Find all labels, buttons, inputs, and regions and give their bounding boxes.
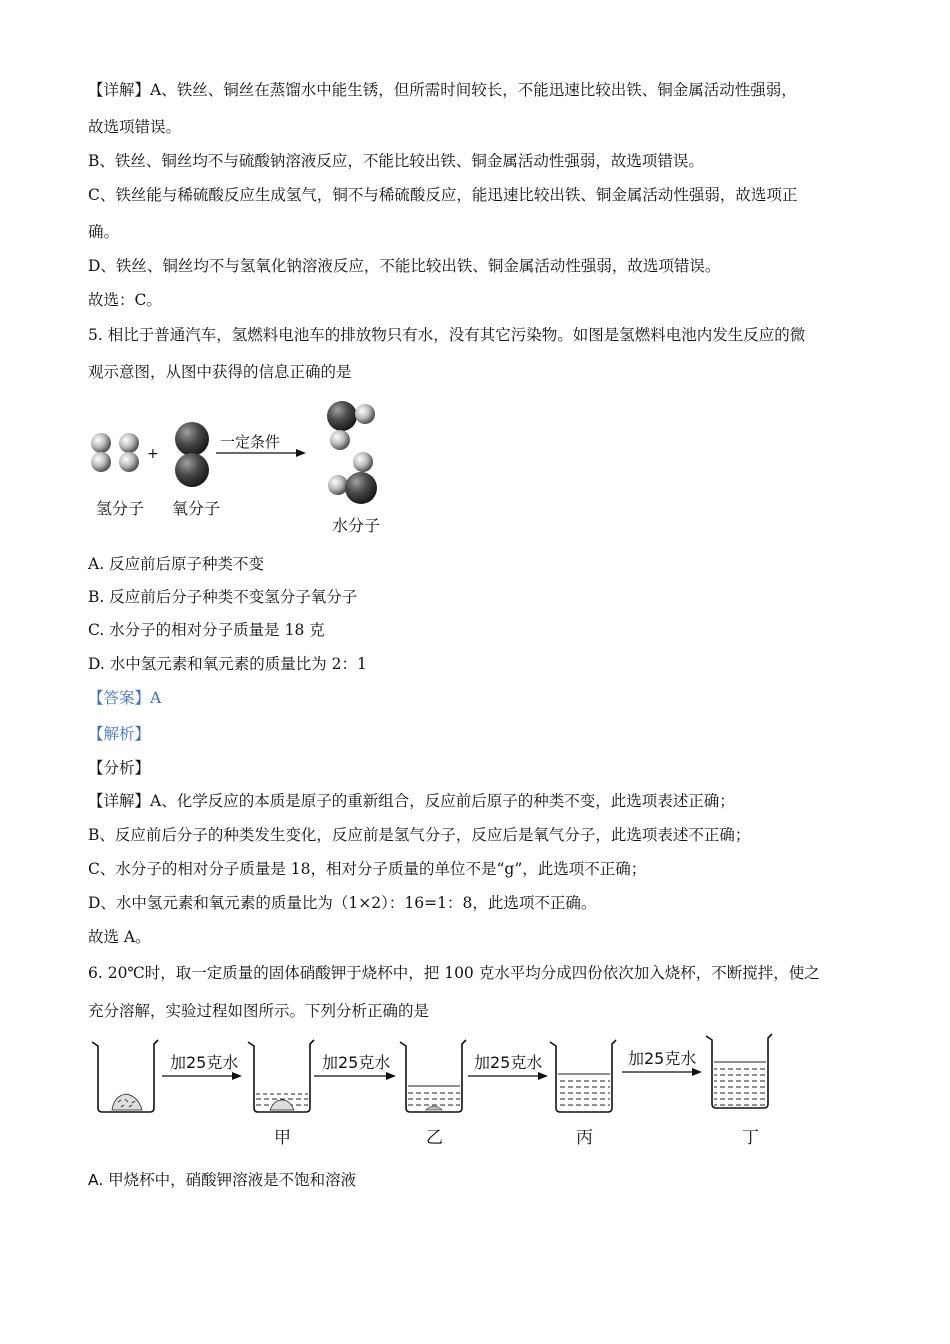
beaker-ding [706,1034,772,1108]
q5-option-b: B. 反应前后分子种类不变氢分子氧分子 [88,588,358,606]
plus-sign: + [147,446,159,462]
step3-arrow-head [538,1072,548,1080]
label-jia: 甲 [274,1128,291,1148]
q5-option-c: C. 水分子的相对分子质量是 18 克 [88,621,325,639]
q5-fenxi-tag: 【分析】 [88,759,151,777]
q5-option-a: A. 反应前后原子种类不变 [88,555,265,573]
reaction-arrow-head [296,449,306,457]
q5-detail-a: 【详解】A、化学反应的本质是原子的重新组合，反应前后原子的种类不变，此选项表述正确； [88,792,735,810]
q6-option-a: A. 甲烧杯中，硝酸钾溶液是不饱和溶液 [88,1171,357,1189]
step4-arrow-head [692,1068,702,1076]
q4-detail-d: D、铁丝、铜丝均不与氢氧化钠溶液反应，不能比较出铁、铜金属活动性强弱，故选项错误。 [88,257,721,275]
q4-detail-c-line1: C、铁丝能与稀硫酸反应生成氢气，铜不与稀硫酸反应，能迅速比较出铁、铜金属活动性强弱，故选项正 [88,186,798,204]
q5-stem-line1: 5. 相比于普通汽车，氢燃料电池车的排放物只有水，没有其它污染物。如图是氢燃料电池内发生反应的微 [88,326,806,344]
q5-detail-c: C、水分子的相对分子质量是 18，相对分子质量的单位不是“g”，此选项不正确； [88,860,647,878]
step4-label: 加25克水 [628,1049,697,1068]
water-molecule-2 [328,452,377,504]
solid-pile [112,1094,142,1110]
step1-arrow-head [232,1072,242,1080]
q4-detail-a-line1 [88,80,797,100]
q4-answer: 故选：C。 [88,291,162,309]
label-yi: 乙 [426,1128,443,1148]
q5-analysis-tag: 【解析】 [88,725,151,743]
q4-detail-prefix: 【详解】 [88,81,151,99]
oxygen-molecule [175,422,209,487]
reaction-condition: 一定条件 [220,433,281,451]
q5-reaction-figure [80,395,400,540]
q4-detail-a-text: A、铁丝、铜丝在蒸馏水中能生锈，但所需时间较长，不能迅速比较出铁、铜金属活动性强弱， [150,81,797,99]
q4-detail-a-line2: 故选项错误。 [88,118,182,136]
step1-label: 加25克水 [170,1053,239,1072]
beaker-jia [248,1040,314,1112]
hydrogen-molecule-2 [119,433,139,472]
beaker-yi [400,1040,466,1112]
water-molecule-1 [327,401,375,450]
beaker-initial [92,1040,158,1112]
q6-stem-line1: 6. 20℃时，取一定质量的固体硝酸钾于烧杯中，把 100 克水平均分成四份依次加入烧杯，不断搅拌，使之 [88,964,820,982]
oxygen-label: 氧分子 [172,499,221,518]
q5-final: 故选 A。 [88,928,151,946]
q5-option-d: D. 水中氢元素和氧元素的质量比为 2：1 [88,655,367,673]
label-bing: 丙 [576,1128,593,1148]
q4-detail-c-line2: 确。 [88,223,120,241]
beaker-bing [550,1040,616,1112]
q5-answer-tag: 【答案】A [88,689,162,707]
q5-stem-line2: 观示意图，从图中获得的信息正确的是 [88,363,352,381]
q5-detail-b: B、反应前后分子的种类发生变化，反应前是氢气分子，反应后是氧气分子，此选项表述不正确； [88,826,751,844]
label-ding: 丁 [742,1128,759,1148]
hydrogen-molecule-1 [91,433,111,472]
step2-label: 加25克水 [322,1053,391,1072]
water-label: 水分子 [332,516,381,535]
q6-experiment-figure [88,1030,788,1155]
hydrogen-label: 氢分子 [96,499,145,518]
step2-arrow-head [386,1072,396,1080]
step3-label: 加25克水 [474,1053,543,1072]
q6-stem-line2: 充分溶解，实验过程如图所示。下列分析正确的是 [88,1002,430,1020]
q4-detail-b: B、铁丝、铜丝均不与硫酸钠溶液反应，不能比较出铁、铜金属活动性强弱，故选项错误。 [88,152,704,170]
q5-detail-d: D、水中氢元素和氧元素的质量比为（1×2）：16=1：8，此选项不正确。 [88,894,597,912]
